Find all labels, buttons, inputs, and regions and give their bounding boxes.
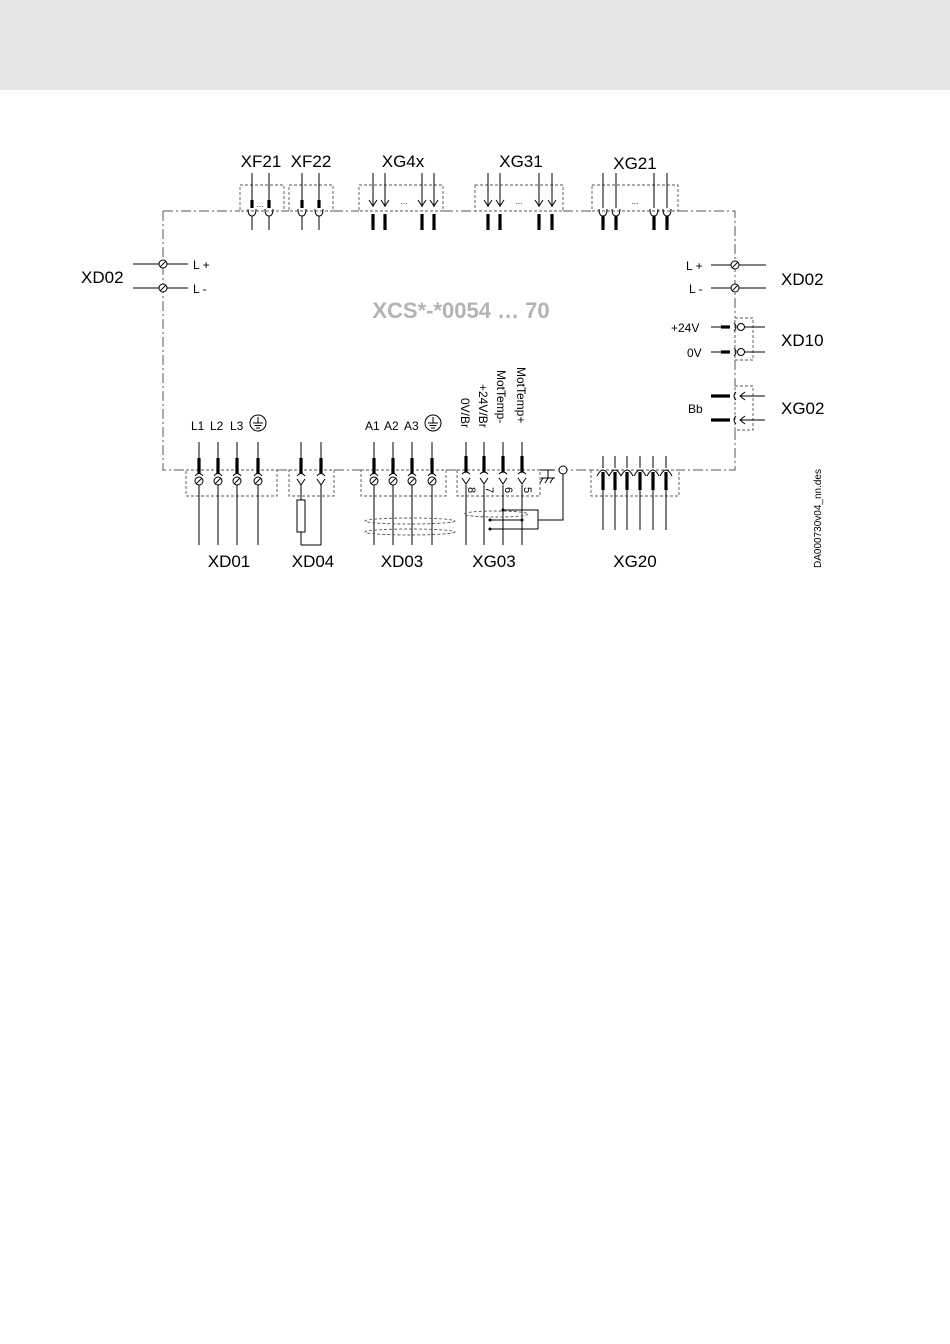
pin-label: L3 <box>230 419 244 433</box>
device-title: XCS*-*0054 … 70 <box>372 298 550 323</box>
pin-label: L + <box>193 258 210 272</box>
connector-xd02-right <box>686 259 824 296</box>
signal-label: 0V/Br <box>458 398 472 429</box>
pin-number: 5 <box>521 487 533 494</box>
connector-xd02-left <box>81 258 210 296</box>
connector-xd10 <box>671 318 824 360</box>
braking-resistor <box>297 500 305 532</box>
pin-number: 7 <box>483 487 495 494</box>
connector-label: XG4x <box>381 152 425 171</box>
svg-text:...: ... <box>256 200 264 209</box>
connector-xg02 <box>688 386 824 430</box>
connector-xd01 <box>186 415 277 571</box>
connector-label: XD03 <box>380 552 424 571</box>
device-outline <box>163 211 735 470</box>
connector-label: XG31 <box>499 152 543 171</box>
connector-label: XF21 <box>240 152 282 171</box>
connector-label: XG21 <box>613 154 657 173</box>
pin-label: L - <box>193 282 207 296</box>
connector-label: XG03 <box>472 552 516 571</box>
connector-label: XD04 <box>291 552 335 571</box>
connector-xg21 <box>592 154 678 230</box>
wiring-diagram <box>0 0 950 620</box>
pin-label: L1 <box>191 419 205 433</box>
signal-label: +24V/Br <box>476 384 490 428</box>
connector-xd04 <box>289 442 334 571</box>
earth-icon <box>425 415 441 431</box>
pin-label: +24V <box>671 321 700 335</box>
connector-label: XD01 <box>207 552 251 571</box>
connector-label: XD02 <box>781 270 824 289</box>
pin-label: L - <box>689 282 703 296</box>
connector-label: XG20 <box>613 552 657 571</box>
connector-label: XF22 <box>290 152 332 171</box>
svg-text:...: ... <box>631 197 639 206</box>
pin-label: A2 <box>384 419 399 433</box>
drawing-source-id: DA000730v04_nn.des <box>813 469 824 568</box>
connector-label: XD02 <box>81 268 124 287</box>
pin-label: 0V <box>687 346 702 360</box>
connector-xf21 <box>240 152 284 230</box>
connector-xg4x <box>359 152 443 230</box>
connector-label: XD10 <box>781 331 824 350</box>
earth-icon <box>250 415 266 431</box>
connector-xf22 <box>289 152 333 230</box>
pin-label: A1 <box>365 419 380 433</box>
pin-label: Bb <box>688 402 703 416</box>
signal-label: MotTemp+ <box>514 367 528 424</box>
pin-label: L2 <box>210 419 224 433</box>
signal-label: MotTemp- <box>494 370 508 424</box>
svg-text:...: ... <box>400 197 408 206</box>
connector-label: XG02 <box>781 399 825 418</box>
connector-xd03 <box>361 415 455 571</box>
pin-number: 8 <box>465 487 477 494</box>
connector-xg03 <box>457 367 567 571</box>
pin-label: A3 <box>404 419 419 433</box>
svg-text:...: ... <box>515 197 523 206</box>
connector-xg31 <box>475 152 563 230</box>
connector-xg20 <box>591 456 679 571</box>
pin-number: 6 <box>502 487 514 494</box>
pin-label: L + <box>686 259 703 273</box>
